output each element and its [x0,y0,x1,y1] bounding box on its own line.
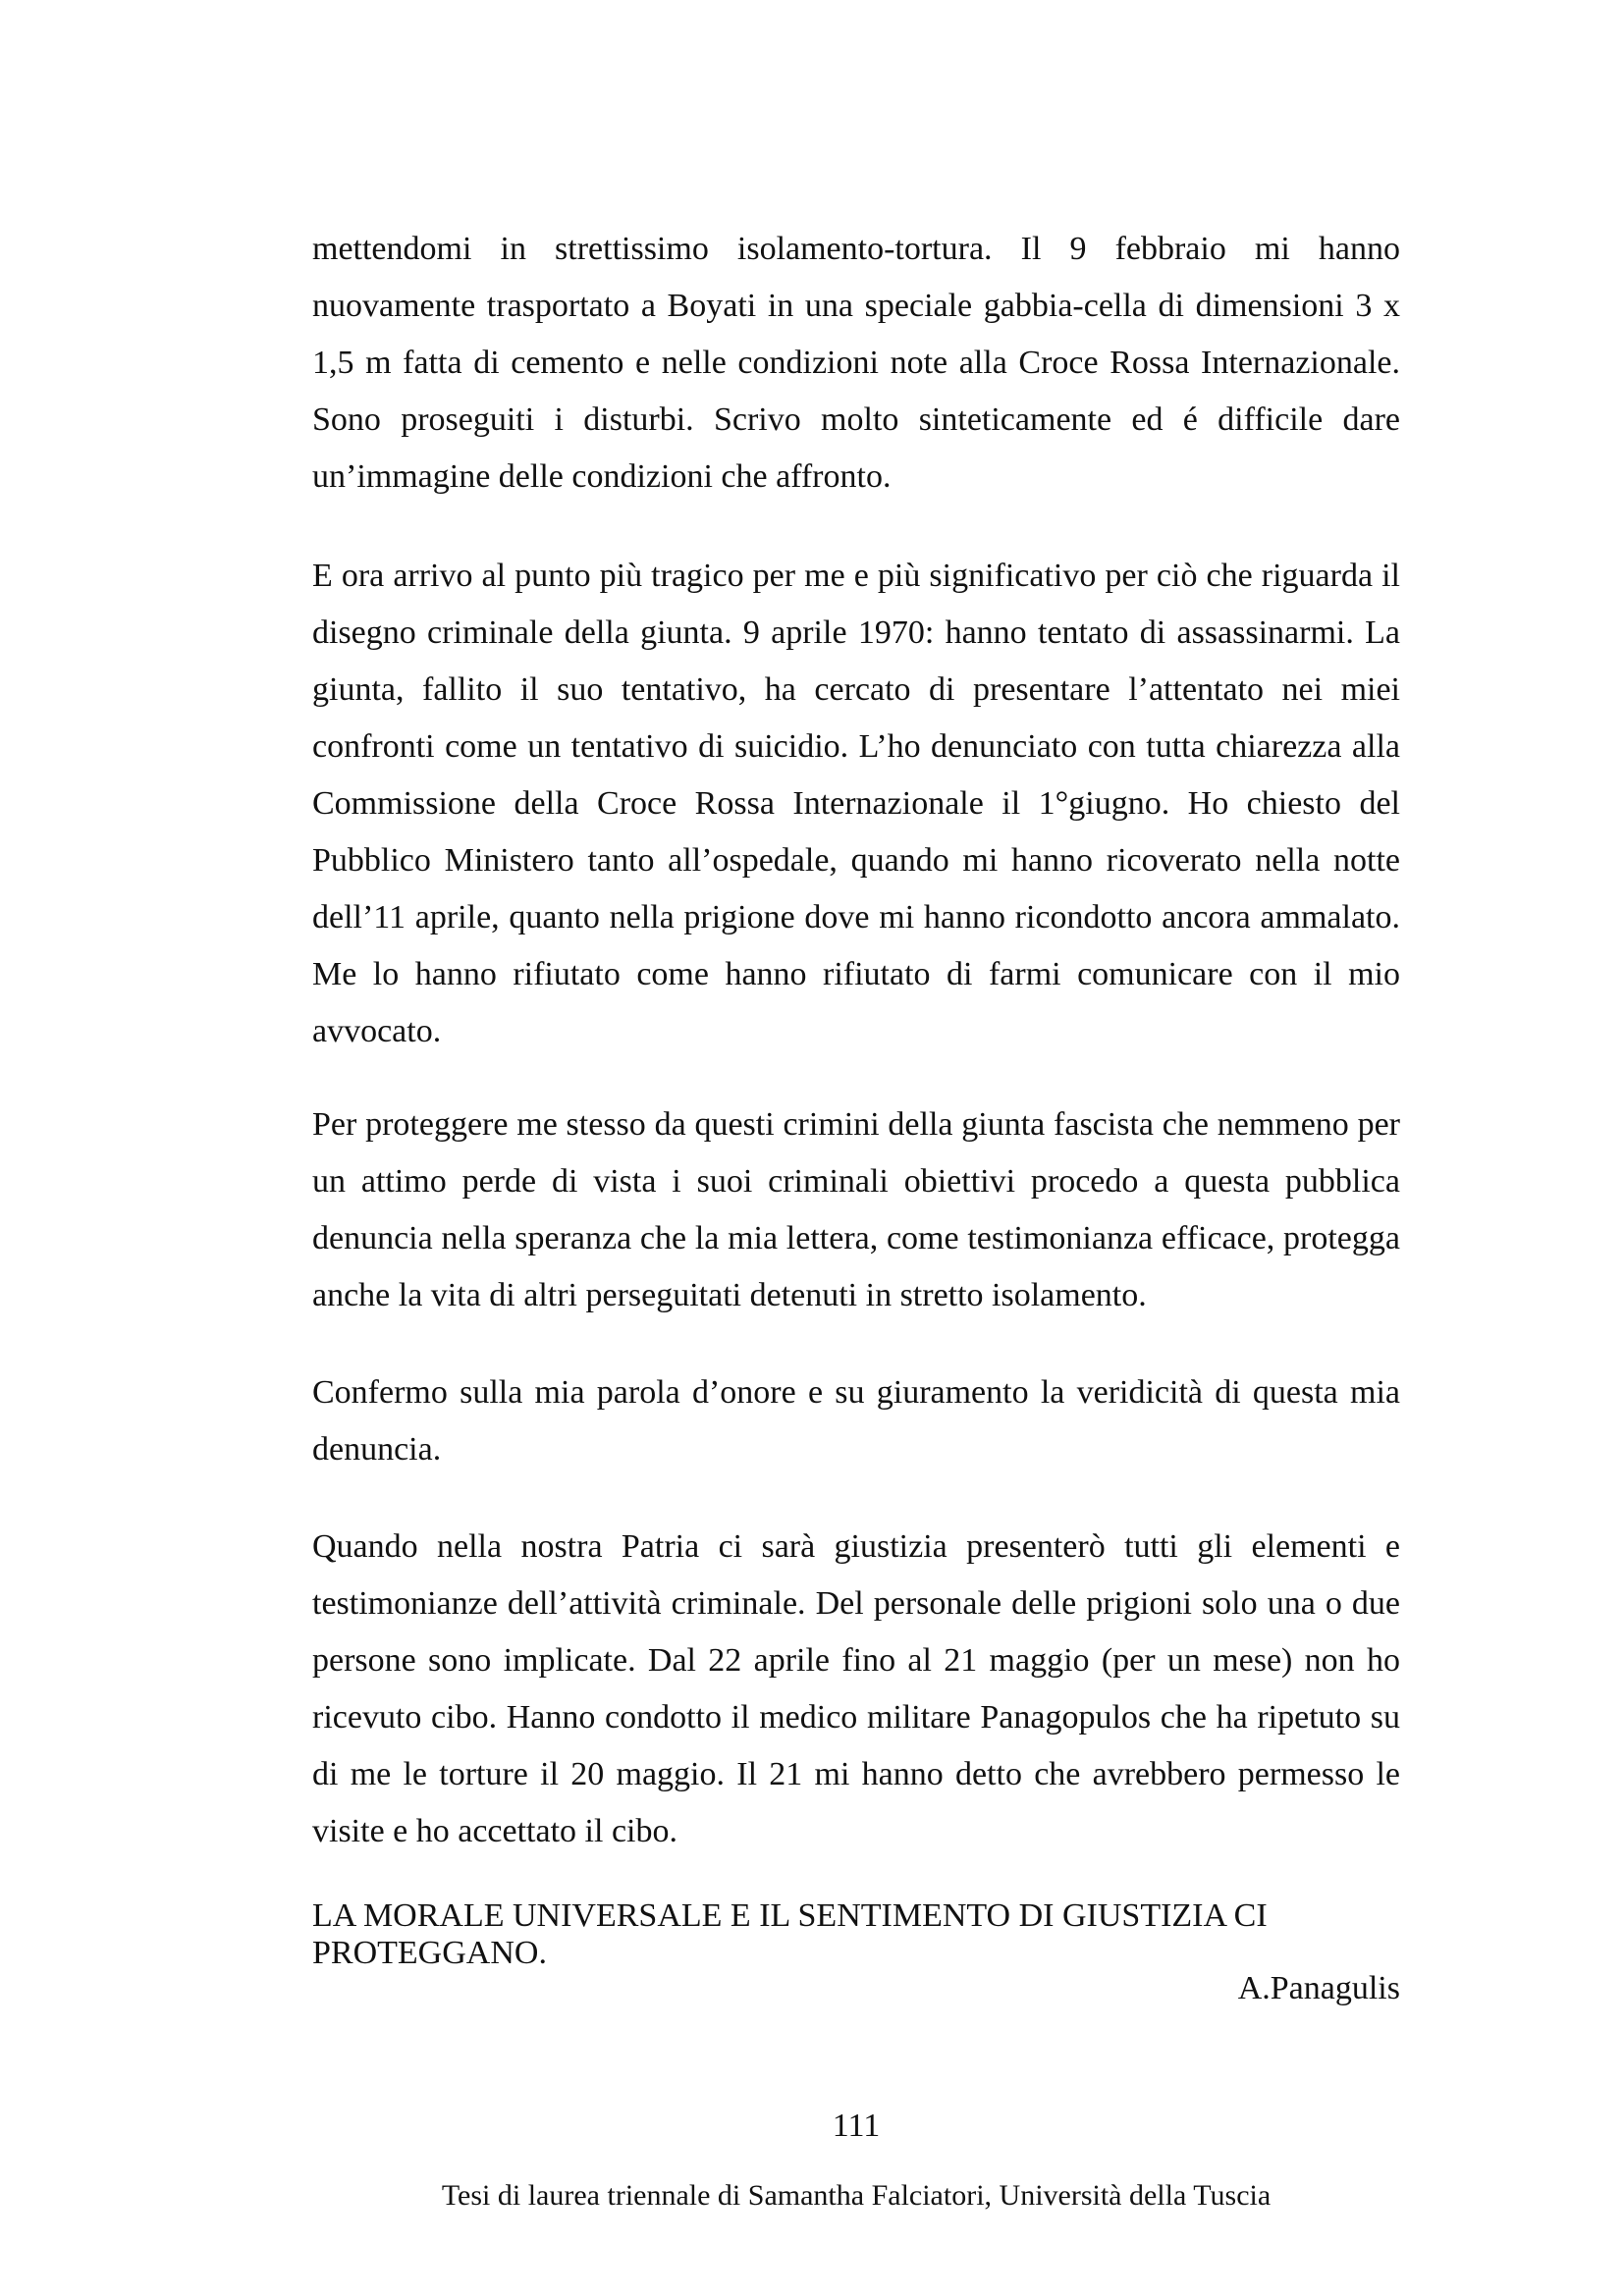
closing-statement: LA MORALE UNIVERSALE E IL SENTIMENTO DI GIUSTIZIA CI PROTEGGANO. [312,1897,1268,1971]
paragraph-4: Confermo sulla mia parola d’onore e su giuramento la veridicità di questa mia denuncia. [312,1374,1400,1468]
page-number: 111 [832,2108,881,2144]
paragraph-5: Quando nella nostra Patria ci sarà giustizia presenterò tutti gli elementi e testimonianze dell’attività criminale. Del personale delle prigioni solo una o due persone sono implicate. Dal 22 aprile fino al 21 maggio (per un mese) non ho ricevuto cibo. Hanno condotto il medico militare Panagopulos che ha ripetuto su di me le torture il 20 maggio. Il 21 mi hanno detto che avrebbero permesso le visite e ho accettato il cibo. [312,1528,1400,1849]
paragraph-2: E ora arrivo al punto più tragico per me e più significativo per ciò che riguarda il disegno criminale della giunta. 9 aprile 1970: hanno tentato di assassinarmi. La giunta, fallito il suo tentativo, ha cercato di presentare l’attentato nei miei confronti come un tentativo di suicidio. L’ho denunciato con tutta chiarezza alla Commissione della Croce Rossa Internazionale il 1°giugno. Ho chiesto del Pubblico Ministero tanto all’ospedale, quando mi hanno ricoverato nella notte dell’11 aprile, quanto nella prigione dove mi hanno ricondotto ancora ammalato. Me lo hanno rifiutato come hanno rifiutato di farmi comunicare con il mio avvocato. [312,558,1400,1049]
paragraph-1: mettendomi in strettissimo isolamento-tortura. Il 9 febbraio mi hanno nuovamente trasportato a Boyati in una speciale gabbia-cella di dimensioni 3 x 1,5 m fatta di cemento e nelle condizioni note alla Croce Rossa Internazionale. Sono proseguiti i disturbi. Scrivo molto sinteticamente ed é difficile dare un’immagine delle condizioni che affronto. [312,231,1400,495]
signature: A.Panagulis [1237,1970,1400,2006]
page-footer: Tesi di laurea triennale di Samantha Falciatori, Università della Tuscia [441,2179,1272,2212]
paragraph-3: Per proteggere me stesso da questi crimini della giunta fascista che nemmeno per un attimo perde di vista i suoi criminali obiettivi procedo a questa pubblica denuncia nella speranza che la mia lettera, come testimonianza efficace, protegga anche la vita di altri perseguitati detenuti in stretto isolamento. [312,1106,1400,1313]
